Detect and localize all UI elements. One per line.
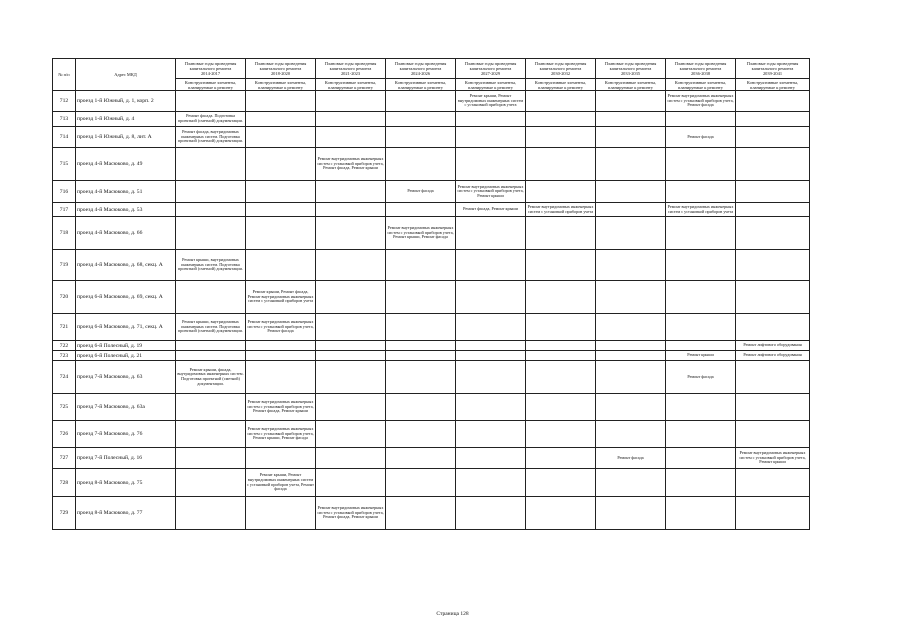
repair-cell <box>316 112 386 127</box>
repair-cell <box>526 469 596 497</box>
repair-cell <box>176 148 246 181</box>
repair-cell <box>666 217 736 250</box>
period-subheader: Конструктивные элементы, планируемые к ремонту <box>176 79 246 91</box>
repair-cell <box>526 281 596 314</box>
period-years: 2018-2020 <box>270 71 291 76</box>
period-subheader: Конструктивные элементы, планируемые к ремонту <box>596 79 666 91</box>
period-years: 2036-2038 <box>690 71 711 76</box>
addr-header: Адрес МКД <box>76 59 176 91</box>
repair-cell <box>456 250 526 281</box>
repair-cell <box>736 148 810 181</box>
repair-cell <box>316 127 386 148</box>
repair-cell <box>316 250 386 281</box>
repair-cell: Ремонт внутридомовых инженерных систем с установкой приборов учета, Ремонт фасада, Ремонт крыши <box>316 148 386 181</box>
repair-cell <box>596 351 666 361</box>
repair-cell: Ремонт внутридомовых инженерных систем с установкой приборов учета, Ремонт крыши <box>456 181 526 203</box>
period-years: 2014-2017 <box>200 71 221 76</box>
repair-cell: Ремонт фасада <box>386 181 456 203</box>
row-address: проезд 7-й Масюково, д. 63а <box>76 394 176 421</box>
repair-cell <box>386 497 456 530</box>
repair-cell <box>666 314 736 341</box>
repair-cell <box>736 497 810 530</box>
repair-cell <box>666 281 736 314</box>
row-number: 723 <box>53 351 76 361</box>
row-address: проезд 6-й Масюково, д. 69, секц. А <box>76 281 176 314</box>
repair-cell <box>666 394 736 421</box>
repair-cell <box>386 203 456 217</box>
repair-cell <box>246 497 316 530</box>
repair-cell <box>316 421 386 448</box>
repair-cell <box>526 217 596 250</box>
repair-cell: Ремонт лифтового оборудования <box>736 351 810 361</box>
row-number: 716 <box>53 181 76 203</box>
repair-cell: Ремонт крыши, Ремонт фасада, Ремонт внутридомовых инженерных систем с установкой приборов учета <box>246 281 316 314</box>
repair-cell <box>386 148 456 181</box>
repair-cell <box>456 351 526 361</box>
table-row <box>53 281 810 314</box>
repair-cell <box>526 181 596 203</box>
row-address: проезд 8-й Масюково, д. 75 <box>76 469 176 497</box>
period-subheader: Конструктивные элементы, планируемые к ремонту <box>316 79 386 91</box>
repair-cell <box>246 250 316 281</box>
row-number: 721 <box>53 314 76 341</box>
repair-cell <box>246 351 316 361</box>
repair-cell <box>736 361 810 394</box>
repair-cell <box>596 421 666 448</box>
repair-cell <box>596 148 666 181</box>
period-subheader: Конструктивные элементы, планируемые к ремонту <box>666 79 736 91</box>
period-header <box>736 59 810 79</box>
repair-cell: Ремонт фасада, Ремонт крыши <box>456 203 526 217</box>
repair-cell <box>526 497 596 530</box>
repair-cell <box>316 203 386 217</box>
num-header: № п/п <box>53 59 76 91</box>
repair-cell: Ремонт фасада <box>666 361 736 394</box>
repair-cell <box>386 91 456 112</box>
repair-cell <box>596 203 666 217</box>
repair-cell <box>596 217 666 250</box>
repair-cell <box>666 497 736 530</box>
repair-cell <box>386 421 456 448</box>
repair-cell <box>526 250 596 281</box>
repair-cell: Ремонт внутридомовых инженерных систем с установкой приборов учета, Ремонт крыши <box>736 448 810 469</box>
repair-cell <box>526 351 596 361</box>
repair-cell <box>666 341 736 351</box>
repair-cell <box>386 361 456 394</box>
repair-cell <box>736 203 810 217</box>
repair-cell <box>176 217 246 250</box>
repair-cell <box>736 250 810 281</box>
repair-cell: Ремонт фасада, внутридомовых инженерных систем. Подготовка проектной (сметной) документации. <box>176 127 246 148</box>
repair-cell <box>246 217 316 250</box>
period-years: 2024-2026 <box>410 71 431 76</box>
repair-cell <box>666 250 736 281</box>
repair-cell <box>316 341 386 351</box>
period-header <box>456 59 526 79</box>
repair-cell: Ремонт внутридомовых инженерных систем с установкой приборов учета <box>666 203 736 217</box>
repair-cell <box>596 497 666 530</box>
repair-cell <box>456 469 526 497</box>
row-address: проезд 1-й Южный, д. 1, корп. 2 <box>76 91 176 112</box>
repair-cell: Ремонт фасада <box>596 448 666 469</box>
repair-cell: Ремонт внутридомовых инженерных систем с установкой приборов учета, Ремонт крыши, Ремонт фасада <box>246 421 316 448</box>
repair-cell: Ремонт внутридомовых инженерных систем с установкой приборов учета, Ремонт крыши, Ремонт фасада <box>386 217 456 250</box>
table-body <box>53 91 810 530</box>
repair-cell <box>596 394 666 421</box>
repair-cell <box>246 91 316 112</box>
table-row <box>53 203 810 217</box>
repair-cell <box>666 112 736 127</box>
row-number: 717 <box>53 203 76 217</box>
row-address: проезд 4-й Масюково, д. 53 <box>76 203 176 217</box>
repair-cell <box>316 314 386 341</box>
period-header <box>246 59 316 79</box>
repair-cell <box>246 341 316 351</box>
repair-cell: Ремонт внутридомовых инженерных систем с установкой приборов учета, Ремонт фасада <box>246 314 316 341</box>
period-label: Плановые годы проведения капитального ремонта <box>674 61 727 71</box>
row-address: проезд 4-й Масюково, д. 66 <box>76 217 176 250</box>
repair-cell: Ремонт внутридомовых инженерных систем с установкой приборов учета, Ремонт фасада, Ремонт крыши <box>246 394 316 421</box>
table-row <box>53 91 810 112</box>
period-header <box>526 59 596 79</box>
repair-cell <box>246 448 316 469</box>
repair-cell <box>246 361 316 394</box>
period-label: Плановые годы проведения капитального ремонта <box>464 61 517 71</box>
repair-cell <box>666 181 736 203</box>
repair-cell <box>246 148 316 181</box>
repair-cell <box>176 421 246 448</box>
period-label: Плановые годы проведения капитального ремонта <box>184 61 237 71</box>
table-row <box>53 181 810 203</box>
repair-cell <box>596 341 666 351</box>
repair-cell <box>386 469 456 497</box>
table-row <box>53 421 810 448</box>
row-number: 712 <box>53 91 76 112</box>
repair-cell: Ремонт внутридомовых инженерных систем с установкой приборов учета, Ремонт фасада <box>666 91 736 112</box>
table-row <box>53 448 810 469</box>
repair-cell <box>456 314 526 341</box>
repair-cell <box>456 112 526 127</box>
repair-cell <box>176 351 246 361</box>
period-years: 2027-2029 <box>480 71 501 76</box>
period-subheader: Конструктивные элементы, планируемые к ремонту <box>386 79 456 91</box>
repair-cell <box>736 181 810 203</box>
repair-cell <box>736 127 810 148</box>
repair-cell <box>596 127 666 148</box>
period-subheader: Конструктивные элементы, планируемые к ремонту <box>526 79 596 91</box>
repair-cell <box>596 112 666 127</box>
repair-cell <box>526 148 596 181</box>
repair-cell <box>736 91 810 112</box>
header-row-periods <box>53 59 810 79</box>
table-row <box>53 361 810 394</box>
repair-cell <box>386 250 456 281</box>
row-number: 729 <box>53 497 76 530</box>
period-header <box>386 59 456 79</box>
repair-cell <box>736 314 810 341</box>
table-row <box>53 341 810 351</box>
period-subheader: Конструктивные элементы, планируемые к ремонту <box>246 79 316 91</box>
repair-cell: Ремонт внутридомовых инженерных систем с установкой приборов учета <box>526 203 596 217</box>
row-number: 725 <box>53 394 76 421</box>
repair-cell <box>736 112 810 127</box>
repair-cell <box>456 341 526 351</box>
row-address: проезд 4-й Масюково, д. 68, секц. А <box>76 250 176 281</box>
repair-cell: Ремонт внутридомовых инженерных систем с установкой приборов учета, Ремонт фасада, Ремонт крыши <box>316 497 386 530</box>
repair-cell: Ремонт крыши, внутридомовых инженерных систем. Подготовка проектной (сметной) документации. <box>176 314 246 341</box>
repair-cell <box>316 181 386 203</box>
table-row <box>53 351 810 361</box>
period-years: 2021-2023 <box>340 71 361 76</box>
row-address: проезд 6-й Полесный, д. 19 <box>76 341 176 351</box>
repair-cell <box>526 127 596 148</box>
period-header <box>596 59 666 79</box>
repair-cell <box>316 469 386 497</box>
repair-cell <box>456 421 526 448</box>
row-number: 728 <box>53 469 76 497</box>
row-number: 714 <box>53 127 76 148</box>
repair-cell <box>386 127 456 148</box>
repair-cell <box>666 469 736 497</box>
repair-cell <box>526 394 596 421</box>
repair-cell <box>736 281 810 314</box>
repair-cell <box>596 469 666 497</box>
repair-cell <box>246 127 316 148</box>
table-row <box>53 217 810 250</box>
repair-cell <box>456 448 526 469</box>
repair-cell <box>736 469 810 497</box>
repair-cell <box>176 91 246 112</box>
period-label: Плановые годы проведения капитального ремонта <box>254 61 307 71</box>
table-row <box>53 250 810 281</box>
repair-cell: Ремонт крыши, фасада, внутридомовых инженерных систем. Подготовка проектной (сметной) документации. <box>176 361 246 394</box>
row-address: проезд 1-й Южный, д. 8, лит. А <box>76 127 176 148</box>
repair-cell <box>596 250 666 281</box>
repair-cell <box>456 497 526 530</box>
row-address: проезд 6-й Полесный, д. 21 <box>76 351 176 361</box>
repair-cell <box>456 127 526 148</box>
repair-cell <box>386 351 456 361</box>
repair-cell: Ремонт крыши, Ремонт внутридомовых инженерных систем с установкой приборов учета <box>456 91 526 112</box>
repair-cell <box>596 361 666 394</box>
table-row <box>53 497 810 530</box>
repair-cell: Ремонт крыши, Ремонт внутридомовых инженерных систем с установкой приборов учета, Ремонт фасада <box>246 469 316 497</box>
repair-cell <box>176 181 246 203</box>
repair-cell <box>386 394 456 421</box>
repair-cell <box>176 341 246 351</box>
row-number: 718 <box>53 217 76 250</box>
repair-cell: Ремонт фасада <box>666 127 736 148</box>
repair-cell <box>526 91 596 112</box>
table-row <box>53 469 810 497</box>
repair-cell <box>176 281 246 314</box>
repair-cell <box>526 448 596 469</box>
capital-repair-table <box>52 58 810 530</box>
repair-cell <box>736 217 810 250</box>
repair-cell <box>386 341 456 351</box>
repair-cell <box>596 281 666 314</box>
period-subheader: Конструктивные элементы, планируемые к ремонту <box>456 79 526 91</box>
row-number: 727 <box>53 448 76 469</box>
repair-cell <box>316 91 386 112</box>
repair-cell <box>666 148 736 181</box>
row-address: проезд 8-й Масюково, д. 77 <box>76 497 176 530</box>
repair-cell <box>386 112 456 127</box>
period-subheader: Конструктивные элементы, планируемые к ремонту <box>736 79 810 91</box>
row-number: 713 <box>53 112 76 127</box>
repair-cell <box>526 421 596 448</box>
repair-cell <box>386 314 456 341</box>
repair-cell <box>526 314 596 341</box>
repair-cell <box>526 341 596 351</box>
repair-cell <box>456 394 526 421</box>
row-number: 719 <box>53 250 76 281</box>
repair-cell <box>596 91 666 112</box>
repair-cell <box>246 203 316 217</box>
page-number: Страница 128 <box>436 611 469 617</box>
repair-cell <box>176 469 246 497</box>
repair-cell <box>456 148 526 181</box>
period-years: 2030-2032 <box>550 71 571 76</box>
repair-cell <box>526 361 596 394</box>
repair-cell: Ремонт лифтового оборудования <box>736 341 810 351</box>
period-label: Плановые годы проведения капитального ремонта <box>394 61 447 71</box>
row-number: 715 <box>53 148 76 181</box>
period-label: Плановые годы проведения капитального ремонта <box>746 61 799 71</box>
row-address: проезд 4-й Масюково, д. 49 <box>76 148 176 181</box>
repair-cell <box>316 394 386 421</box>
row-number: 726 <box>53 421 76 448</box>
row-address: проезд 7-й Масюково, д. 76 <box>76 421 176 448</box>
repair-cell: Ремонт крыши <box>666 351 736 361</box>
repair-cell <box>176 497 246 530</box>
repair-cell <box>386 448 456 469</box>
repair-cell: Ремонт фасада. Подготовка проектной (сметной) документации. <box>176 112 246 127</box>
row-address: проезд 7-й Масюково, д. 63 <box>76 361 176 394</box>
row-number: 722 <box>53 341 76 351</box>
row-number: 724 <box>53 361 76 394</box>
period-label: Плановые годы проведения капитального ремонта <box>324 61 377 71</box>
table-row <box>53 394 810 421</box>
repair-cell <box>316 361 386 394</box>
repair-cell <box>176 203 246 217</box>
period-header <box>666 59 736 79</box>
repair-cell <box>456 281 526 314</box>
repair-cell <box>316 281 386 314</box>
repair-cell <box>316 217 386 250</box>
period-label: Плановые годы проведения капитального ремонта <box>604 61 657 71</box>
period-label: Плановые годы проведения капитального ремонта <box>534 61 587 71</box>
repair-cell <box>456 361 526 394</box>
repair-cell <box>456 217 526 250</box>
period-years: 2033-2035 <box>620 71 641 76</box>
repair-cell <box>386 281 456 314</box>
repair-cell <box>596 181 666 203</box>
table-row <box>53 148 810 181</box>
table-row <box>53 314 810 341</box>
repair-cell <box>246 181 316 203</box>
repair-cell <box>246 112 316 127</box>
repair-cell <box>316 448 386 469</box>
repair-cell <box>596 314 666 341</box>
repair-cell <box>736 394 810 421</box>
table-row <box>53 127 810 148</box>
row-number: 720 <box>53 281 76 314</box>
period-header <box>316 59 386 79</box>
period-header <box>176 59 246 79</box>
row-address: проезд 1-й Южный, д. 4 <box>76 112 176 127</box>
repair-cell <box>526 112 596 127</box>
row-address: проезд 7-й Полесный, д. 16 <box>76 448 176 469</box>
repair-cell <box>176 448 246 469</box>
repair-cell <box>316 351 386 361</box>
repair-cell <box>736 421 810 448</box>
repair-cell <box>176 394 246 421</box>
repair-cell <box>666 448 736 469</box>
repair-cell <box>666 421 736 448</box>
row-address: проезд 4-й Масюково, д. 51 <box>76 181 176 203</box>
row-address: проезд 6-й Масюково, д. 71, секц. А <box>76 314 176 341</box>
period-years: 2039-2041 <box>762 71 783 76</box>
repair-cell: Ремонт крыши, внутридомовых инженерных систем. Подготовка проектной (сметной) документации. <box>176 250 246 281</box>
table-row <box>53 112 810 127</box>
